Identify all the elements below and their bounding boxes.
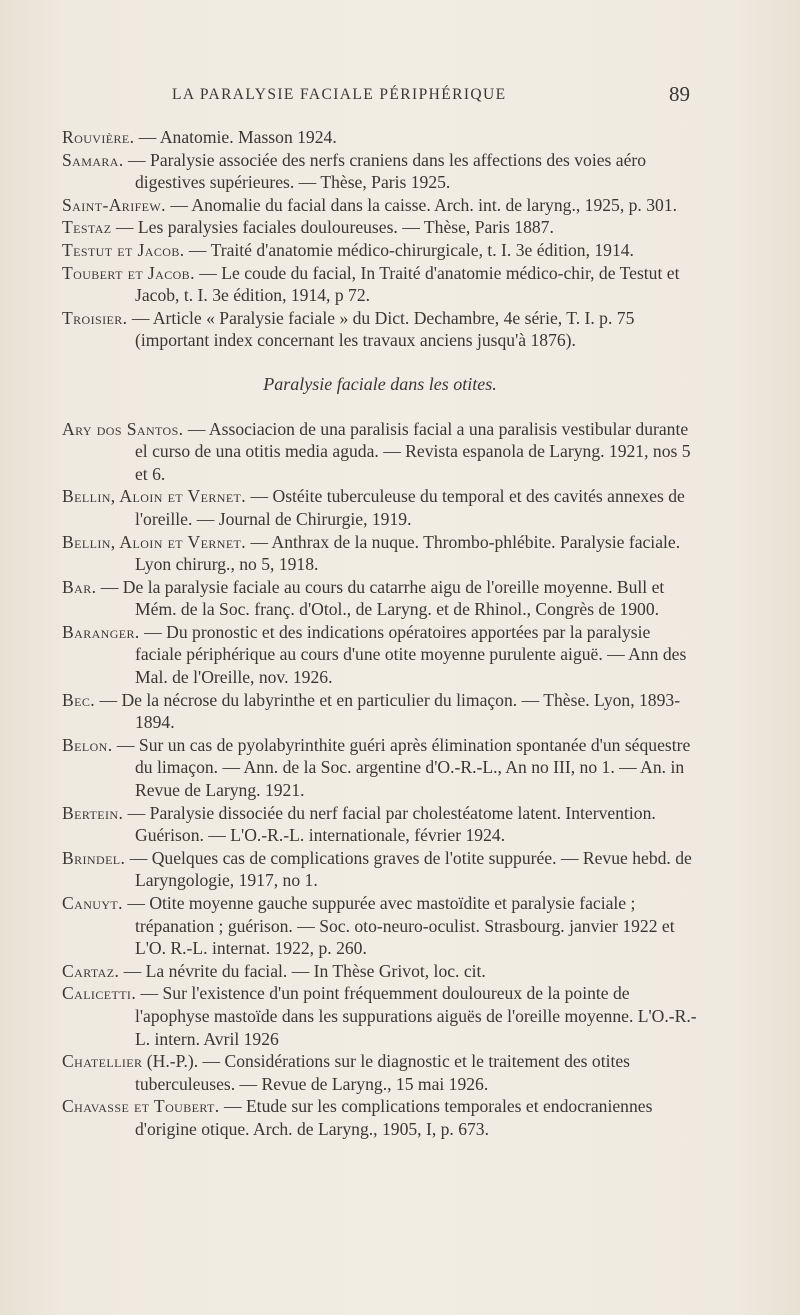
page-header <box>0 80 800 110</box>
entry-text: — Quelques cas de complications graves de l'otite suppurée. — Revue hebd. de Laryngologie, 1917, no 1. <box>125 847 692 891</box>
bibliography-entry <box>62 802 698 847</box>
bibliography-entry <box>62 1095 698 1140</box>
entry-text: — Article « Paralysie faciale » du Dict. Dechambre, 4e série, T. I. p. 75 (important index concernant les travaux anciens jusqu'à 1876). <box>127 307 635 351</box>
entry-text: — Associacion de una paralisis facial a una paralisis vestibular durante el curso de una otitis media aguda. — Revista espanola de Laryng. 1921, nos 5 et 6. <box>135 418 691 484</box>
entry-author: Toubert et Jacob. <box>62 262 195 283</box>
entry-text: — Traité d'anatomie médico-chirurgicale, t. I. 3e édition, 1914. <box>184 239 634 260</box>
bibliography-entry <box>62 576 698 621</box>
entry-text: — Sur un cas de pyolabyrinthite guéri après élimination spontanée d'un séquestre du limaçon. — Ann. de la Soc. argentine d'O.-R.-L., An no III, no 1. — An. in Revue de Laryng. 1921. <box>112 734 691 801</box>
entry-author: Bar. <box>62 576 97 597</box>
bibliography-entry <box>62 126 698 149</box>
bibliography-section-general <box>62 126 698 352</box>
entry-text: — De la paralysie faciale au cours du catarrhe aigu de l'oreille moyenne. Bull et Mém. de la Soc. franç. d'Otol., de Laryng. et de Rhinol., Congrès de 1900. <box>96 576 665 620</box>
entry-author: Cartaz. <box>62 960 120 981</box>
entry-author: Saint-Arifew. <box>62 194 166 215</box>
entry-text: — Du pronostic et des indications opératoires apportées par la paralysie faciale périphérique au cours d'une otite moyenne purulente aiguë. — Ann des Mal. de l'Oreille, nov. 1926. <box>135 621 687 688</box>
entry-author: Brindel. <box>62 847 126 868</box>
bibliography-entry <box>62 307 698 352</box>
entry-author: Rouvière. <box>62 127 135 147</box>
entry-text: — Anomalie du facial dans la caisse. Arch. int. de laryng., 1925, p. 301. <box>165 194 678 215</box>
entry-author: Testaz <box>62 217 112 238</box>
entry-text: — Le coude du facial, In Traité d'anatomie médico-chir, de Testut et Jacob, t. I. 3e édition, 1914, p 72. <box>135 262 680 306</box>
entry-text: — Etude sur les complications temporales et endocraniennes d'origine otique. Arch. de Laryng., 1905, I, p. 673. <box>135 1096 653 1139</box>
bibliography-entry <box>62 194 698 217</box>
entry-text: — Anthrax de la nuque. Thrombo-phlébite. Paralysie faciale. Lyon chirurg., no 5, 1918. <box>135 531 681 575</box>
section-heading: Paralysie faciale dans les otites. <box>263 373 497 394</box>
entry-author: Troisier. <box>62 307 128 328</box>
entry-text: — La névrite du facial. — In Thèse Grivot, loc. cit. <box>119 960 486 981</box>
entry-author: Canuyt. <box>62 893 123 913</box>
bibliography-entry <box>62 485 698 530</box>
entry-author: Bellin, Aloin et Vernet. <box>62 531 247 552</box>
bibliography-section-otitis <box>62 418 698 1141</box>
entry-text: — Otite moyenne gauche suppurée avec mastoïdite et paralysie faciale ; trépanation ; guérison. — Soc. oto-neuro-oculist. Strasbourg. janvier 1922 et L'O. R.-L. internat. 1922, p. 260. <box>122 893 675 959</box>
running-title: LA PARALYSIE FACIALE PÉRIPHÉRIQUE <box>172 86 507 103</box>
entry-text: — Paralysie associée des nerfs craniens dans les affections des voies aéro digestives supérieures. — Thèse, Paris 1925. <box>123 149 647 193</box>
bibliography-entry <box>62 216 698 239</box>
entry-text: — Sur l'existence d'un point fréquemment douloureux de la pointe de l'apophyse mastoïde dans les suppurations aiguës de l'oreille moyenne. L'O.-R.-L. intern. Avril 1926 <box>135 983 697 1049</box>
bibliography-entry <box>62 418 698 486</box>
entry-text: — Les paralysies faciales douloureuses. — Thèse, Paris 1887. <box>111 217 554 238</box>
bibliography <box>62 126 698 1141</box>
bibliography-entry <box>62 149 698 194</box>
entry-author: Ary dos Santos. <box>62 418 184 439</box>
entry-author: Chatellier <box>62 1051 143 1072</box>
bibliography-entry <box>62 531 698 576</box>
bibliography-entry <box>62 960 698 983</box>
bibliography-entry <box>62 734 698 802</box>
entry-author: Baranger. <box>62 621 140 642</box>
bibliography-entry <box>62 892 698 960</box>
entry-author: Bertein. <box>62 802 124 823</box>
entry-text: — De la nécrose du labyrinthe et en particulier du limaçon. — Thèse. Lyon, 1893-1894. <box>95 689 681 733</box>
bibliography-entry <box>62 1050 698 1095</box>
entry-author: Calicetti. <box>62 983 137 1004</box>
entry-author: Testut et Jacob. <box>62 239 185 260</box>
entry-author: Belon. <box>62 734 113 755</box>
entry-text: — Paralysie dissociée du nerf facial par cholestéatome latent. Intervention. Guérison. — L'O.-R.-L. internationale, février 1924. <box>123 802 656 846</box>
entry-text: (H.-P.). — Considérations sur le diagnostic et le traitement des otites tuberculeuses. — Revue de Laryng., 15 mai 1926. <box>135 1051 631 1094</box>
bibliography-entry <box>62 621 698 689</box>
page-number: 89 <box>669 82 690 106</box>
entry-author: Chavasse et Toubert. <box>62 1096 220 1117</box>
bibliography-entry <box>62 239 698 262</box>
entry-text: — Anatomie. Masson 1924. <box>134 127 337 147</box>
bibliography-entry <box>62 689 698 734</box>
entry-author: Bec. <box>62 689 96 710</box>
bibliography-entry <box>62 262 698 307</box>
bibliography-entry <box>62 847 698 892</box>
entry-text: — Ostéite tuberculeuse du temporal et des cavités annexes de l'oreille. — Journal de Chirurgie, 1919. <box>135 486 685 529</box>
bibliography-entry <box>62 982 698 1050</box>
entry-author: Samara. <box>62 149 124 170</box>
entry-author: Bellin, Aloin et Vernet. <box>62 486 247 507</box>
